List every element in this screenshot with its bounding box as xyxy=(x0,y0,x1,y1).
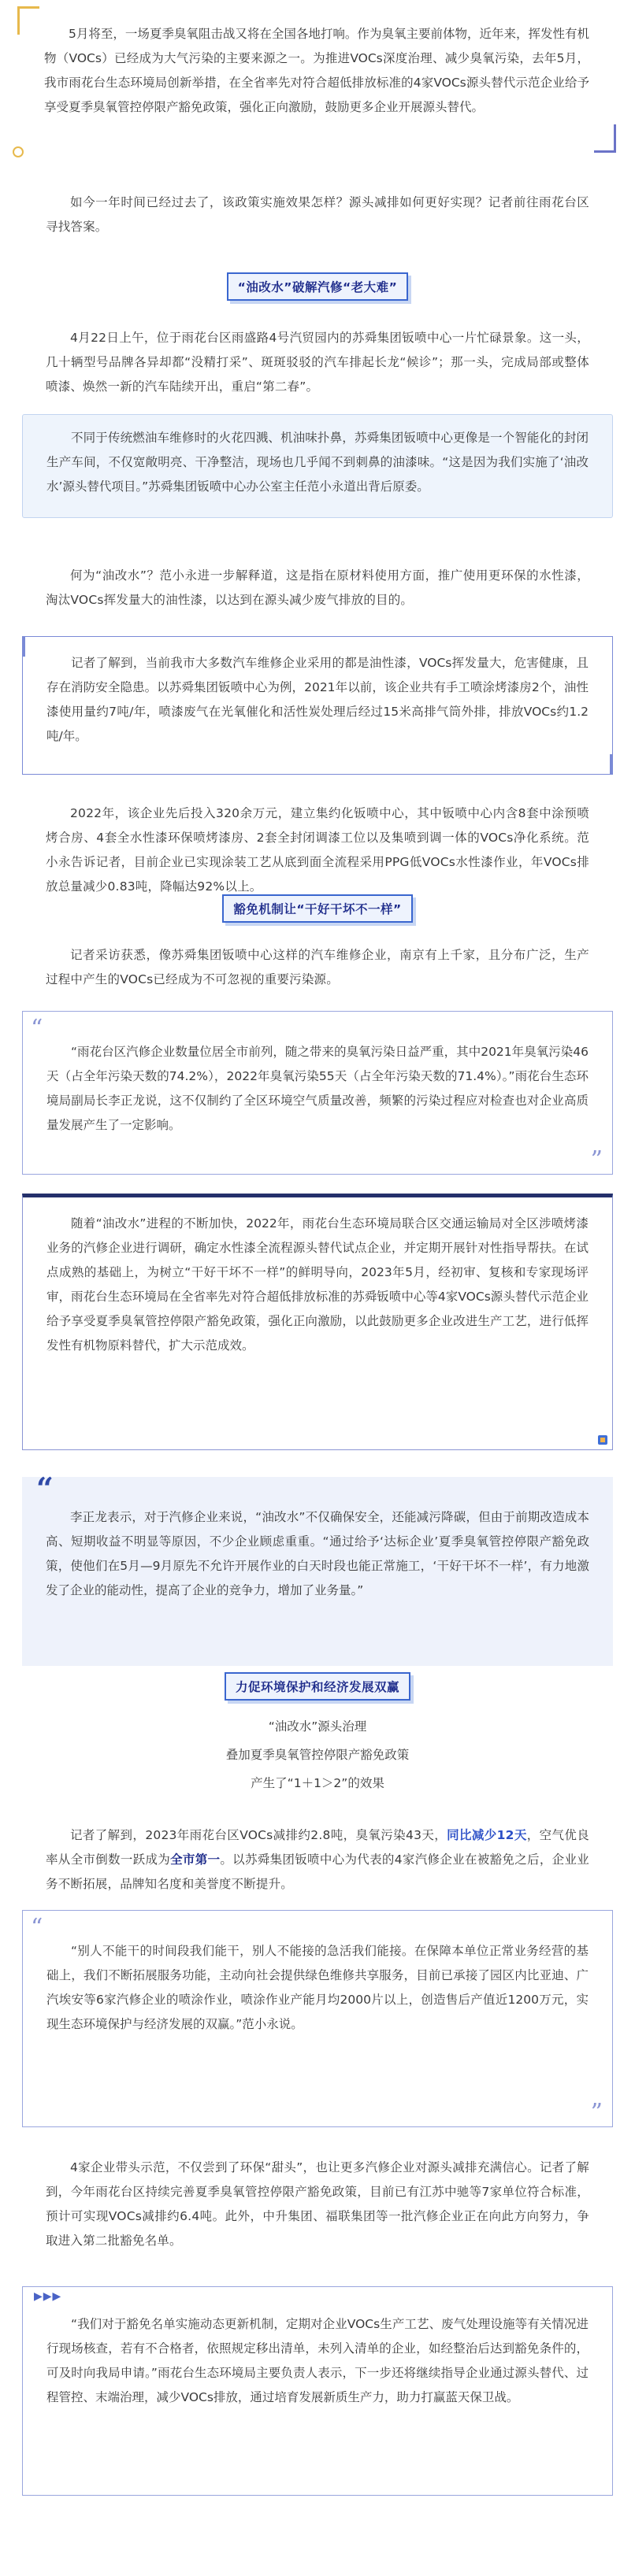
centered-line: 产生了“1＋1＞2”的效果 xyxy=(251,1776,384,1790)
quote-open-icon: “ xyxy=(31,1015,43,1042)
body-paragraph: 2022年，该企业先后投入320余万元，建立集约化钣喷中心，其中钣喷中心内含8套中涂预喷烤合房、4套全水性漆环保喷烤漆房、2套全封闭调漆工位以及集喷到调一体的VOCs净化系统。范小永告诉记者，目前企业已实现涂装工艺从底到面全流程采用PPG低VOCs水性漆作业，年VOCs排放总量减少0.83吨，降幅达92%以上。 xyxy=(46,806,589,894)
corner-decoration xyxy=(594,150,616,153)
corner-decoration xyxy=(614,124,616,153)
corner-decoration xyxy=(610,754,613,775)
framed-box xyxy=(22,636,613,775)
quote-box xyxy=(22,1011,613,1175)
quote-box xyxy=(22,1910,613,2127)
quote-open-icon: “ xyxy=(31,1914,43,1941)
body-paragraph xyxy=(46,1823,589,1897)
quote-close-icon: ” xyxy=(590,2099,603,2126)
body-paragraph: 何为“油改水”？范小永进一步解释道，这是指在原材料使用方面，推广使用更环保的水性漆，淘汰VOCs挥发量大的油性漆，以达到在源头减少废气排放的目的。 xyxy=(46,568,589,607)
section-heading-label: “油改水”破解汽修“老大难” xyxy=(227,272,409,301)
body-paragraph: 4月22日上午，位于雨花台区雨盛路4号汽贸园内的苏舜集团钣喷中心一片忙碌景象。这一头，几十辆型号品牌各异却都“没精打采”、斑斑驳驳的汽车排起长龙“候诊”；那一头，完成局部或整体喷漆、焕然一新的汽车陆续开出，重启“第二春”。 xyxy=(46,331,589,394)
quote-box-arrows xyxy=(22,2286,613,2496)
intro-paragraph: 5月将至，一场夏季臭氧阻击战又将在全国各地打响。作为臭氧主要前体物，近年来，挥发性有机物（VOCs）已经成为大气污染的主要来源之一。为推进VOCs深度治理、减少臭氧污染，去年5月，我市雨花台生态环境局创新举措，在全省率先对符合超低排放标准的4家VOCs源头替代示范企业给予享受夏季臭氧管控停限产豁免政策，强化正向激励，鼓励更多企业开展源头替代。 xyxy=(44,27,589,114)
section-heading-label: 豁免机制让“干好干坏不一样” xyxy=(222,894,412,923)
section-heading-label: 力促环境保护和经济发展双赢 xyxy=(225,1672,410,1701)
section-heading xyxy=(0,272,635,301)
body-paragraph: 记者采访获悉，像苏舜集团钣喷中心这样的汽车维修企业，南京有上千家，且分布广泛，生产过程中产生的VOCs已经成为不可忽视的重要污染源。 xyxy=(46,948,589,986)
intro-box xyxy=(17,6,616,153)
highlight-text: 全市第一 xyxy=(170,1852,221,1867)
quote-paragraph: “我们对于豁免名单实施动态更新机制，定期对企业VOCs生产工艺、废气处理设施等有关情况进行现场核查，若有不合格者，依照规定移出清单，未列入清单的企业，如经整治后达到豁免条件的，可及时向我局申请。”雨花台生态环境局主要负责人表示，下一步还将继续指导企业通过源头替代、过程管控、末端治理，减少VOCs排放，通过培育发展新质生产力，助力打赢蓝天保卫战。 xyxy=(46,2317,589,2404)
corner-decoration xyxy=(22,636,25,657)
quote-paragraph: “雨花台区汽修企业数量位居全市前列，随之带来的臭氧污染日益严重，其中2021年臭氧污染46天（占全年污染天数的74.2%），2022年臭氧污染55天（占全年污染天数的71.4%）。”雨花台生态环境局副局长李正龙说，这不仅制约了全区环境空气质量改善，频繁的污染过程应对检查也对企业高质量发展产生了一定影响。 xyxy=(46,1045,589,1132)
text-span: 。以苏舜集团钣喷中心为代表的4家汽修企业在被豁免之后，企业业务不断拓展，品牌知名度和美誉度不断提升。 xyxy=(46,1852,589,1891)
dark-top-box xyxy=(22,1194,613,1450)
corner-decoration xyxy=(17,6,20,35)
triple-arrow-icon: ▶▶▶ xyxy=(34,2290,62,2303)
quote-paragraph: “别人不能干的时间段我们能干，别人不能接的急活我们能接。在保障本单位正常业务经营的基础上，我们不断拓展服务功能，主动向社会提供绿色维修共享服务，目前已承接了园区内比亚迪、广汽埃安等6家汽修企业的喷涂作业，喷涂作业产能月均2000片以上，创造售后产值近1200万元，实现生态环境保护与经济发展的双赢。”范小永说。 xyxy=(46,1944,589,2031)
centered-line: 叠加夏季臭氧管控停限产豁免政策 xyxy=(225,1748,410,1762)
quote-open-icon: “ xyxy=(36,1471,54,1506)
corner-decoration xyxy=(17,6,39,9)
corner-badge-icon xyxy=(598,1435,607,1445)
centered-line: “油改水”源头治理 xyxy=(268,1719,367,1734)
quote-box-shaded xyxy=(22,1471,613,1666)
body-paragraph: 4家企业带头示范，不仅尝到了环保“甜头”，也让更多汽修企业对源头减排充满信心。记者了解到，今年雨花台区持续完善夏季臭氧管控停限产豁免政策，目前已有江苏中驰等7家单位符合标准，预计可实现VOCs减排约6.4吨。此外，中升集团、福联集团等一批汽修企业正在向此方向努力，争取进入第二批豁免名单。 xyxy=(46,2160,589,2248)
quote-close-icon: ” xyxy=(590,1146,603,1174)
highlight-box xyxy=(22,414,613,518)
quote-paragraph: 李正龙表示，对于汽修企业来说，“油改水”不仅确保安全，还能减污降碳，但由于前期改造成本高、短期收益不明显等原因，不少企业顾虑重重。“通过给予‘达标企业’夏季臭氧管控停限产豁免政策，使他们在5月—9月原先不允许开展作业的白天时段也能正常施工，‘干好干坏不一样’，有力地激发了企业的能动性，提高了企业的竞争力，增加了业务量。” xyxy=(46,1510,589,1597)
text-span: 记者了解到，2023年雨花台区VOCs减排约2.8吨，臭氧污染43天， xyxy=(70,1828,447,1842)
section-heading xyxy=(0,894,635,923)
text-span: ，空气优良率从全市倒数一跃成为 xyxy=(46,1828,589,1867)
circle-icon xyxy=(13,146,24,157)
section-heading xyxy=(0,1672,635,1701)
dark-box-paragraph: 随着“油改水”进程的不断加快，2022年，雨花台生态环境局联合区交通运输局对全区涉喷烤漆业务的汽修企业进行调研，确定水性漆全流程源头替代试点企业，并定期开展针对性指导帮扶。在试点成熟的基础上，为树立“干好干坏不一样”的鲜明导向，2023年5月，经初审、复核和专家现场评审，雨花台生态环境局在全省率先对符合超低排放标准的苏舜钣喷中心等4家VOCs源头替代示范企业给予享受夏季臭氧管控停限产豁免政策，强化正向激励，以此鼓励更多企业改进生产工艺，进行低挥发性有机物原料替代，扩大示范成效。 xyxy=(46,1216,589,1353)
lead-paragraph: 如今一年时间已经过去了，该政策实施效果怎样？源头减排如何更好实现？记者前往雨花台区寻找答案。 xyxy=(46,195,589,234)
framed-paragraph: 记者了解到，当前我市大多数汽车维修企业采用的都是油性漆，VOCs挥发量大，危害健康，且存在消防安全隐患。以苏舜集团钣喷中心为例，2021年以前，该企业共有手工喷涂烤漆房2个，油性漆使用量约7吨/年，喷漆废气在光氧催化和活性炭处理后经过15米高排气筒外排，排放VOCs约1.2吨/年。 xyxy=(46,656,589,743)
highlight-paragraph: 不同于传统燃油车维修时的火花四溅、机油味扑鼻，苏舜集团钣喷中心更像是一个智能化的封闭生产车间，不仅宽敞明亮、干净整洁，现场也几乎闻不到刺鼻的油漆味。“这是因为我们实施了‘油改水’源头替代项目。”苏舜集团钣喷中心办公室主任范小永道出背后原委。 xyxy=(46,431,589,494)
highlight-text: 同比减少12天 xyxy=(447,1828,527,1842)
